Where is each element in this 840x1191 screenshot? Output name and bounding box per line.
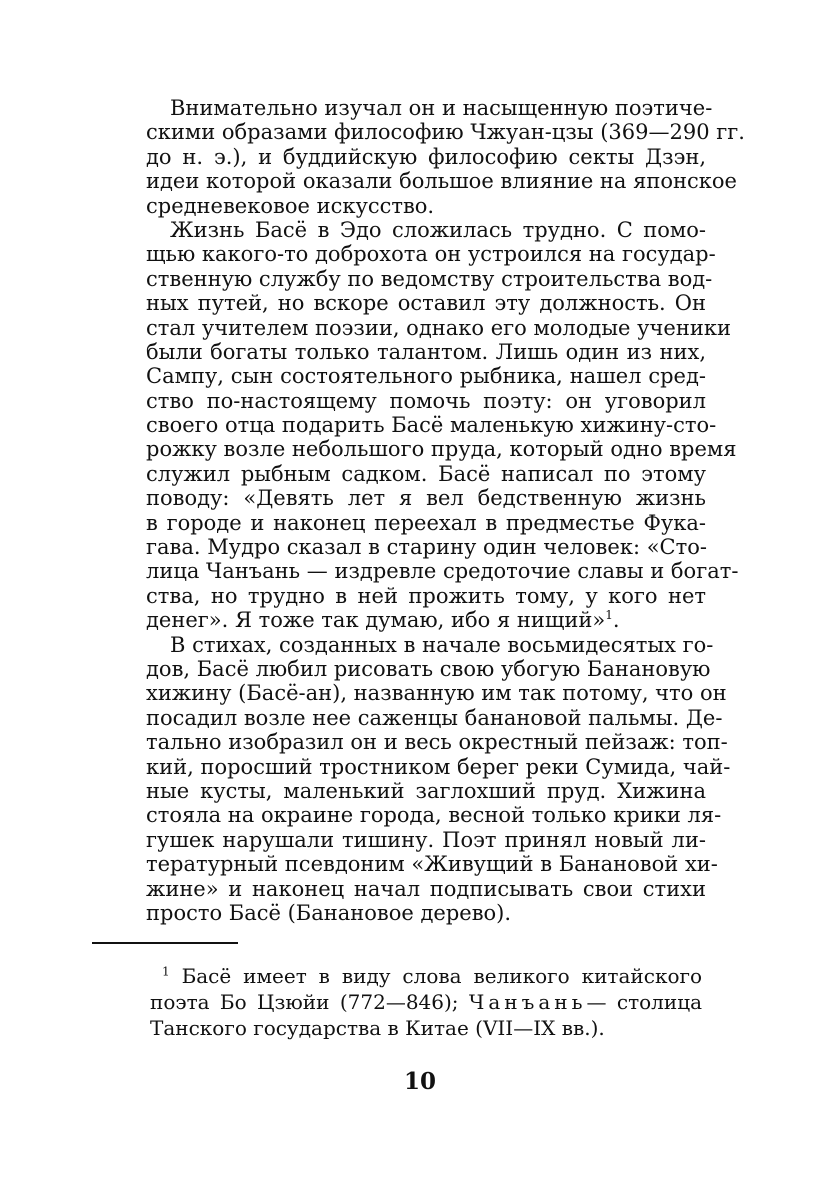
text-line: стояла на окраине города, весной только крики ля- [146,803,722,828]
footnote-text: — столица [586,990,702,1014]
text-line: поводу: «Девять лет я вел бедственную жизнь [146,486,706,511]
footnote-line [150,989,702,1015]
footnote-reference: 1 [605,608,613,623]
text-line: ственную службу по ведомству строительства вод- [146,266,713,291]
text-line: ные кусты, маленький заглохший пруд. Хижина [146,778,706,803]
text-line: ство по-настоящему помочь поэту: он уговорил [146,388,706,413]
footnote [150,963,702,1041]
text-line: были богаты только талантом. Лишь один из них, [146,339,706,364]
footnote-marker: 1 [162,964,170,979]
text-line: Жизнь Басё в Эдо сложилась трудно. С помо- [170,217,706,242]
footnote-text: поэта Бо Цзюйи (772—846); [150,990,459,1014]
text-line-tail: . [612,608,620,633]
text-line-content: денег». Я тоже так думаю, ибо я нищий» [146,608,606,633]
text-line: щью какого-то доброхота он устроился на государ- [146,242,716,267]
text-line: стал учителем поэзии, однако его молодые ученики [146,315,731,340]
footnote-line [150,963,702,989]
text-line: кий, поросший тростником берег реки Сумида, чай- [146,754,731,779]
footnote-term: Чанъань [468,990,587,1014]
text-line: в городе и наконец переехал в предместье Фука- [146,510,706,535]
main-text [146,96,745,925]
text-line: скими образами философию Чжуан-цзы (369—290 гг. [146,120,745,145]
text-line: рожку возле небольшого пруда, который одно время [146,437,737,462]
footnote-line: Танского государства в Китае (VII—IX вв.). [150,1016,605,1040]
page-number: 10 [403,1068,436,1095]
footnote-divider [92,942,238,944]
text-line: ства, но трудно в ней прожить тому, у кого нет [146,583,706,608]
text-line: тературный псевдоним «Живущий в Банановой хи- [146,852,718,877]
text-line: Внимательно изучал он и насыщенную поэтиче- [170,96,713,120]
text-line: идеи которой оказали большое влияние на японское [146,169,737,194]
text-line: просто Басё (Банановое дерево). [146,900,512,925]
text-line: ных путей, но вскоре оставил эту должность. Он [146,291,706,316]
text-line: Сампу, сын состоятельного рыбника, нашел сред- [146,364,706,389]
text-line: служил рыбным садком. Басё написал по этому [146,461,706,486]
text-line: тально изобразил он и весь окрестный пейзаж: топ- [146,730,728,755]
text-line: гушек нарушали тишину. Поэт принял новый ли- [146,827,706,852]
text-line: лица Чанъань — издревле средоточие славы и богат- [146,559,739,584]
text-line: гава. Мудро сказал в старину один человек: «Сто- [146,535,707,560]
text-line: В стихах, созданных в начале восьмидесятых го- [170,632,714,657]
text-line: посадил возле нее саженцы банановой пальмы. Де- [146,705,723,730]
text-line: жине» и наконец начал подписывать свои стихи [146,876,706,901]
footnote-text: Басё имеет в виду слова великого китайского [181,964,703,988]
text-line: дов, Басё любил рисовать свою убогую Банановую [146,656,711,681]
text-line [146,608,706,632]
text-line: хижину (Басё-ан), названную им так потому, что он [146,681,727,706]
text-line: до н. э.), и буддийскую философию секты Дзэн, [146,144,706,169]
text-line: своего отца подарить Басё маленькую хижину-сто- [146,413,717,438]
text-line: средневековое искусство. [146,193,435,218]
